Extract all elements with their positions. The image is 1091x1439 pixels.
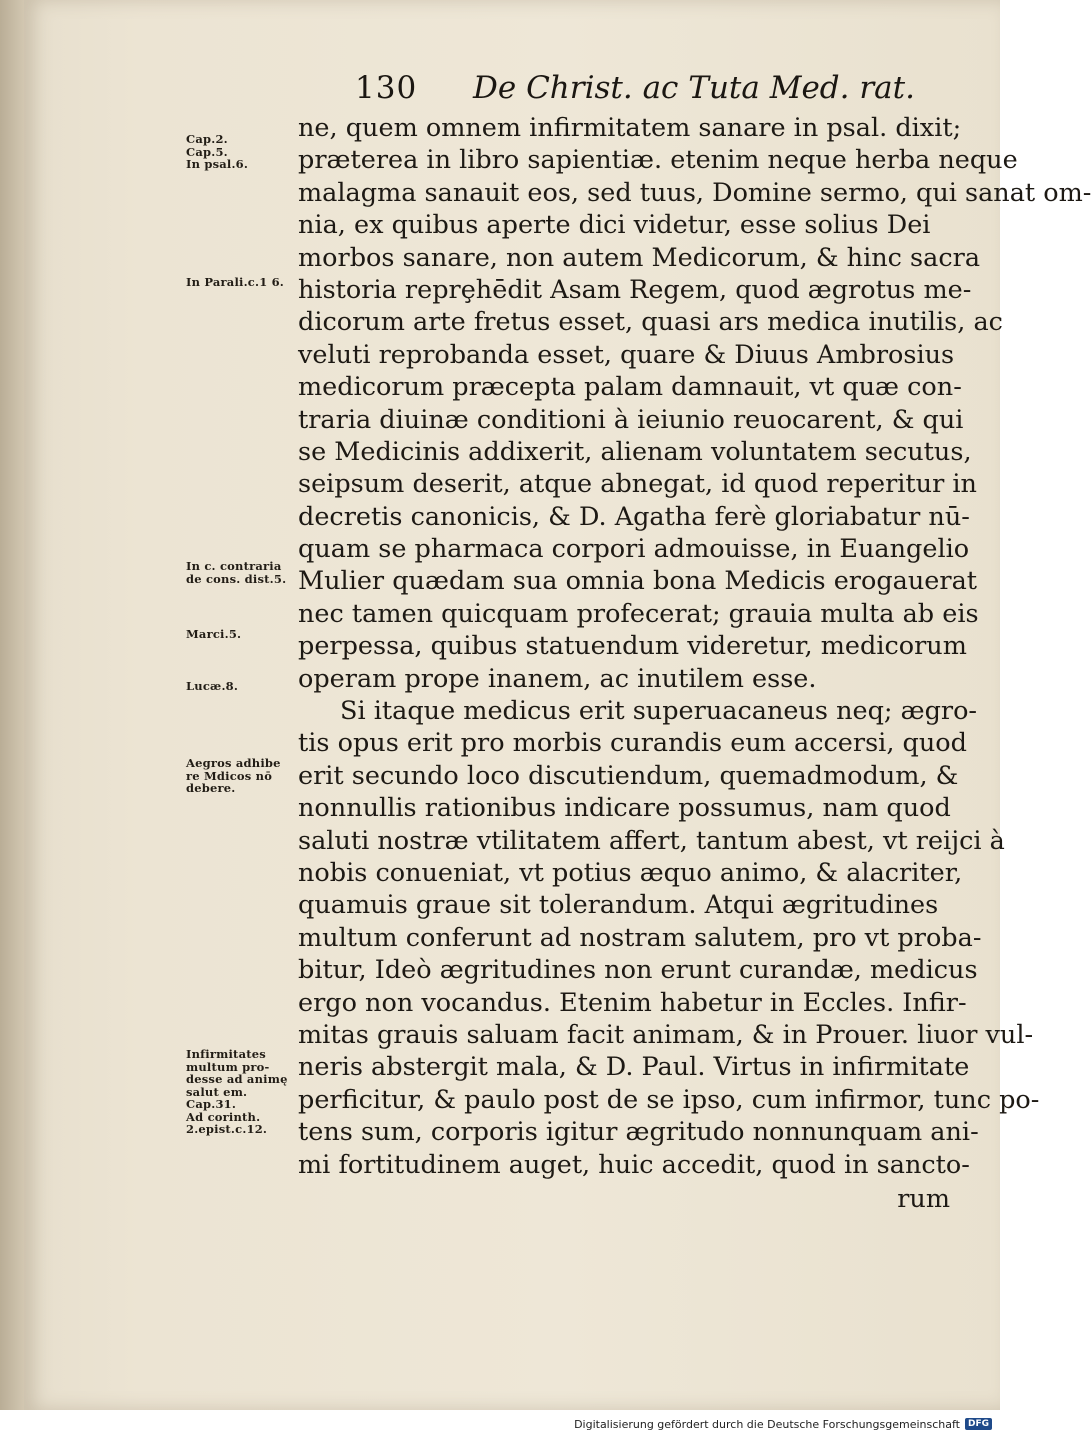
text-line: Mulier quædam sua omnia bona Medicis erogauerat: [298, 566, 978, 597]
text-line: ne, quem omnem infirmitatem sanare in psal. dixit;: [298, 113, 962, 143]
text-line: seipsum deserit, atque abnegat, id quod reperitur in: [298, 469, 977, 500]
text-line: mitas grauis saluam facit animam, & in Prouer. liuor vul-: [298, 1019, 1034, 1050]
text-line: traria diuinæ conditioni à ieiunio reuocarent, & qui: [298, 404, 964, 435]
text-line: dicorum arte fretus esset, quasi ars medica inutilis, ac: [298, 307, 1003, 338]
text-line: ergo non vocandus. Etenim habetur in Eccles. Infir-: [298, 987, 967, 1018]
margin-note: Lucæ.8.: [186, 679, 239, 693]
text-line: mi fortitudinem auget, huic accedit, quod in sancto-: [298, 1149, 970, 1180]
text-line: nonnullis rationibus indicare possumus, nam quod: [298, 793, 951, 824]
text-line: medicorum præcepta palam damnauit, vt quæ con-: [298, 372, 962, 403]
text-line: tis opus erit pro morbis curandis eum accersi, quod: [298, 728, 967, 759]
page-number: 130: [355, 70, 418, 106]
margin-note: Marci.5.: [186, 627, 242, 641]
text-line: historia reprȩhēdit Asam Regem, quod ægrotus me-: [298, 274, 972, 305]
text-line: neris abstergit mala, & D. Paul. Virtus in infirmitate: [298, 1052, 970, 1083]
text-line: erit secundo loco discutiendum, quemadmodum, &: [298, 760, 959, 791]
text-line: præterea in libro sapientiæ. etenim neque herba neque: [298, 145, 1018, 176]
text-line: saluti nostræ vtilitatem affert, tantum abest, vt reijci à: [298, 825, 1005, 856]
text-line: decretis canonicis, & D. Agatha ferè gloriabatur nū-: [298, 501, 970, 532]
text-line: nobis conueniat, vt potius æquo animo, & alacriter,: [298, 857, 963, 888]
text-line: Si itaque medicus erit superuacaneus neq; ægro-: [340, 696, 978, 727]
text-line: malagma sanauit eos, sed tuus, Domine sermo, qui sanat om-: [298, 177, 1091, 208]
funding-credit: Digitalisierung gefördert durch die Deutsche Forschungsgemeinschaft: [574, 1418, 960, 1431]
text-line: perpessa, quibus statuendum videretur, medicorum: [298, 631, 967, 662]
text-line: operam prope inanem, ac inutilem esse.: [298, 663, 817, 694]
margin-note: Cap.2. Cap.5. In psal.6.: [186, 132, 249, 171]
footer-bar: [0, 1410, 1000, 1439]
running-title: De Christ. ac Tuta Med. rat.: [473, 70, 915, 106]
text-line: bitur, Ideò ægritudines non erunt curandæ, medicus: [298, 955, 978, 986]
body-text: [298, 112, 1091, 1215]
text-line: perficitur, & paulo post de se ipso, cum infirmor, tunc po-: [298, 1084, 1040, 1115]
text-line: multum conferunt ad nostram salutem, pro vt proba-: [298, 922, 982, 953]
page-binding-edge: [0, 0, 24, 1410]
text-line: se Medicinis addixerit, alienam voluntatem secutus,: [298, 436, 972, 467]
text-line: nec tamen quicquam profecerat; grauia multa ab eis: [298, 598, 979, 629]
page-header: [355, 70, 915, 106]
margin-note: In c. contraria de cons. dist.5.: [186, 559, 287, 586]
text-line: nia, ex quibus aperte dici videtur, esse solius Dei: [298, 210, 931, 241]
margin-note: Infirmitates multum pro- desse ad animę salut em. Cap.31. Ad corinth. 2.epist.c.12.: [186, 1047, 288, 1136]
catchword: rum: [897, 1183, 950, 1214]
margin-note: Aegros adhibe re Mdicos nō debere.: [186, 756, 281, 795]
text-line: tens sum, corporis igitur ægritudo nonnunquam ani-: [298, 1117, 979, 1148]
margin-note: In Parali.c.1 6.: [186, 275, 285, 289]
dfg-logo: DFG: [965, 1418, 992, 1430]
text-line: quamuis graue sit tolerandum. Atqui ægritudines: [298, 890, 939, 921]
text-line: veluti reprobanda esset, quare & Diuus Ambrosius: [298, 339, 955, 370]
text-line: quam se pharmaca corpori admouisse, in Euangelio: [298, 534, 970, 565]
text-line: morbos sanare, non autem Medicorum, & hinc sacra: [298, 242, 981, 273]
